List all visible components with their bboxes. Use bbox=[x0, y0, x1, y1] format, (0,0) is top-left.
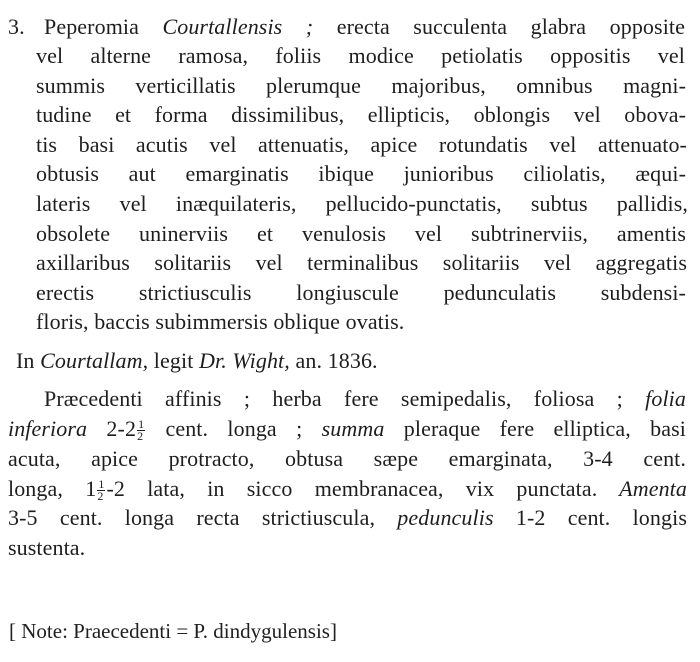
discussion-line-6: sustenta. bbox=[8, 535, 86, 560]
entry-line-11: floris, baccis subimmersis oblique ovatis. bbox=[36, 309, 405, 334]
entry-line-9: axillaribus solitariis vel terminalibus solitariis vel aggregatis bbox=[36, 250, 687, 275]
species-epithet: Courtallensis ; bbox=[162, 14, 314, 39]
discussion-line-2: inferiora 2-2 $\frac{1}{2}$ cent. longa ; summa pleraque fere elliptica, basi bbox=[8, 416, 687, 444]
editorial-note: [ Note: Praecedenti = P. dindygulensis] bbox=[9, 619, 337, 643]
discussion-line-3: acuta, apice protracto, obtusa sæpe emarginata, 3-4 cent. bbox=[8, 446, 686, 471]
discussion-line-5: 3-5 cent. longa recta strictiuscula, pedunculis 1-2 cent. longis bbox=[8, 505, 687, 530]
collector-name: Dr. Wight, bbox=[199, 348, 290, 373]
entry-line-3: summis verticillatis plerumque majoribus, omnibus magni- bbox=[36, 73, 686, 98]
fraction-half: $\frac{1}{2}$ bbox=[137, 417, 145, 444]
locality-place: Courtallam, bbox=[40, 348, 149, 373]
entry-number: 3. bbox=[8, 14, 25, 39]
entry-line-10: erectis strictiusculis longiuscule pedunculatis subdensi- bbox=[36, 280, 686, 305]
entry-line-7: lateris vel inæquilateris, pellucido-punctatis, subtus pallidis, bbox=[36, 191, 688, 216]
entry-line-5: tis basi acutis vel attenuatis, apice rotundatis vel attenuato- bbox=[36, 132, 687, 157]
entry-line-4: tudine et forma dissimilibus, ellipticis, oblongis vel obova- bbox=[36, 102, 686, 127]
discussion-line-1: Præcedenti affinis ; herba fere semipedalis, foliosa ; folia bbox=[44, 386, 686, 411]
locality-line: In Courtallam, legit Dr. Wight, an. 1836. bbox=[16, 348, 378, 373]
entry-line-8: obsolete uninerviis et venulosis vel subtrinerviis, amentis bbox=[36, 221, 686, 246]
entry-line-1: Peperomia Courtallensis ; erecta succulenta glabra opposite bbox=[44, 14, 685, 39]
species-genus: Peperomia bbox=[44, 14, 163, 39]
entry-line-6: obtusis aut emarginatis ibique junioribus ciliolatis, æqui- bbox=[36, 161, 686, 186]
fraction-half: $\frac{1}{2}$ bbox=[97, 477, 105, 504]
discussion-line-4: longa, 1 $\frac{1}{2}$ -2 lata, in sicco membranacea, vix punctata. Amenta bbox=[8, 476, 687, 504]
entry-line-2: vel alterne ramosa, foliis modice petiolatis oppositis vel bbox=[36, 43, 685, 68]
